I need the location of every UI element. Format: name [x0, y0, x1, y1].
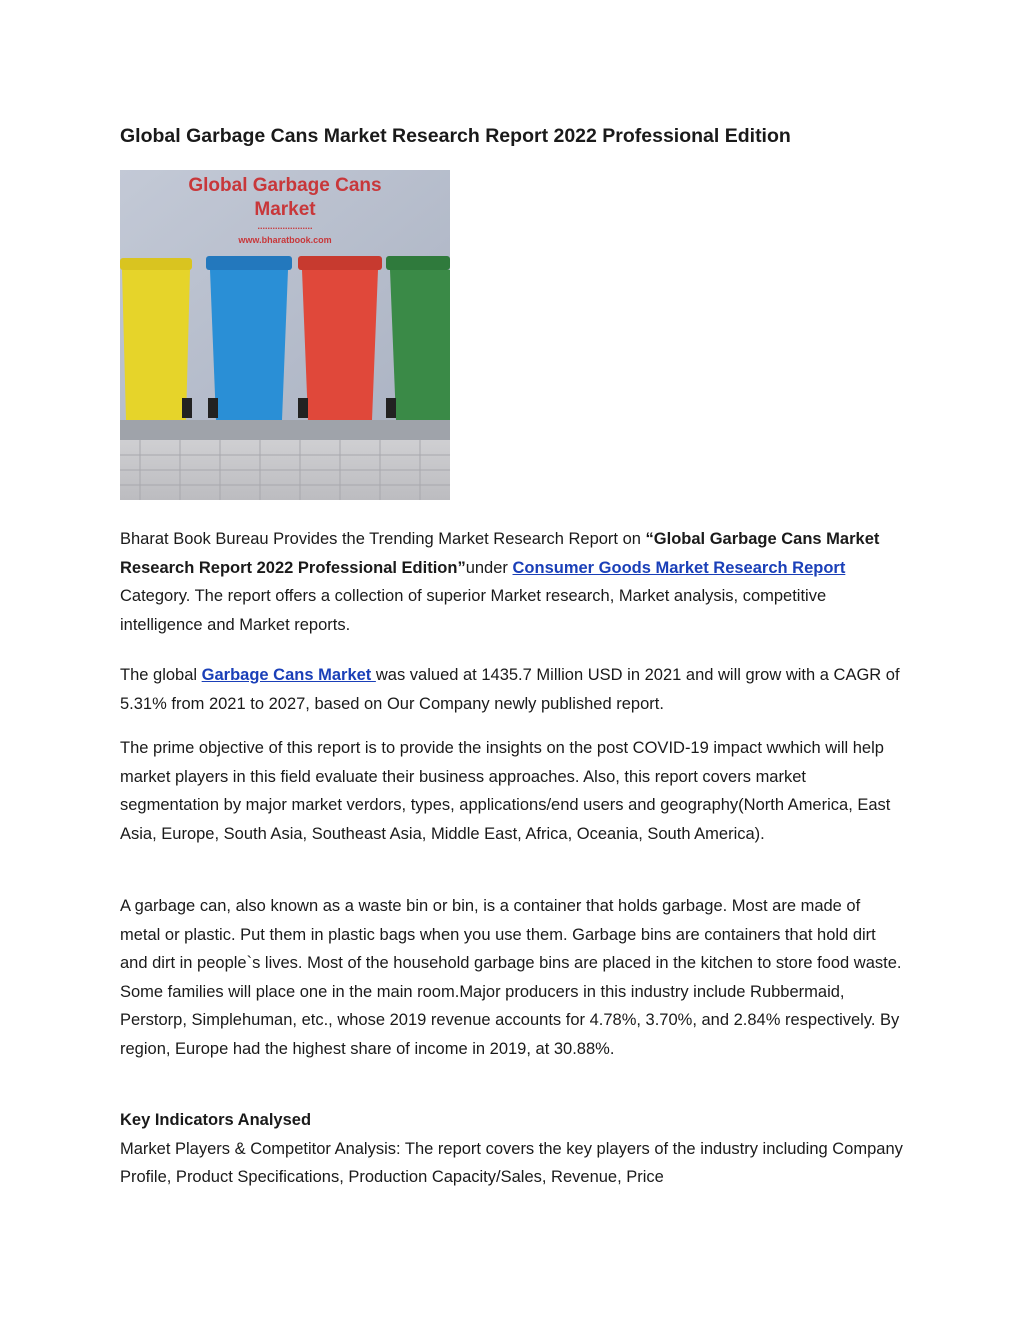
intro-paragraph	[120, 525, 904, 639]
consumer-goods-link[interactable]: Consumer Goods Market Research Report	[512, 558, 846, 577]
page-title: Global Garbage Cans Market Research Report 2022 Professional Edition	[120, 125, 791, 147]
yellow-bin	[120, 258, 192, 420]
cover-dots: ......................	[257, 221, 313, 231]
garbage-cans-market-link[interactable]: Garbage Cans Market	[201, 666, 376, 684]
cover-heading-line2: Market	[254, 199, 316, 220]
red-bin	[298, 256, 382, 420]
key-indicators-text: Market Players & Competitor Analysis: The report covers the key players of the industry including Company Profile, Product Specifications, Production Capacity/Sales, Revenue, Price	[120, 1139, 903, 1186]
objective-text: The prime objective of this report is to provide the insights on the post COVID-19 impact wwhich will help market players in this field evaluate their business approaches. Also, this report covers market segmentation by major market verdors, types, applications/end users and geography(North America, East Asia, Europe, South Asia, Southeast Asia, Middle East, Africa, Oceania, South America).	[120, 739, 891, 843]
definition-paragraph	[120, 892, 904, 1063]
intro-text-b: under	[465, 558, 513, 577]
cover-image	[120, 170, 450, 500]
key-indicators-heading: Key Indicators Analysed	[120, 1111, 312, 1129]
definition-text: A garbage can, also known as a waste bin or bin, is a container that holds garbage. Most are made of metal or plastic. Put them in plastic bags when you use them. Garbage bins are containers that hold dirt and dirt in people`s lives. Most of the household garbage bins are placed in the kitchen to store food waste. Some families will place one in the main room.Major producers in this industry include Rubbermaid, Perstorp, Simplehuman, etc., whose 2019 revenue accounts for 4.78%, 3.70%, and 2.84% respectively. By region, Europe had the highest share of income in 2019, at 30.88%.	[120, 897, 902, 1058]
cover-heading-line1: Global Garbage Cans	[188, 175, 382, 196]
key-indicators-section	[120, 1106, 904, 1192]
blue-bin	[206, 256, 292, 420]
intro-text-c: Category. The report offers a collection of superior Market research, Market analysis, competitive intelligence and Market reports.	[120, 587, 827, 634]
market-text-b: was valued at 1435.7 Million USD in 2021 and will grow with a CAGR of 5.31% from 2021 to 2027, based on Our Company newly published report.	[120, 666, 900, 713]
objective-paragraph	[120, 734, 904, 848]
market-text-a: The global	[120, 666, 202, 684]
intro-text-a: Bharat Book Bureau Provides the Trending Market Research Report on	[120, 530, 646, 548]
cover-website: www.bharatbook.com	[238, 235, 332, 245]
green-bin	[386, 256, 450, 420]
market-value-paragraph	[120, 661, 904, 718]
intro-report-title: “Global Garbage Cans Market Research Report 2022 Professional Edition”	[120, 530, 880, 577]
